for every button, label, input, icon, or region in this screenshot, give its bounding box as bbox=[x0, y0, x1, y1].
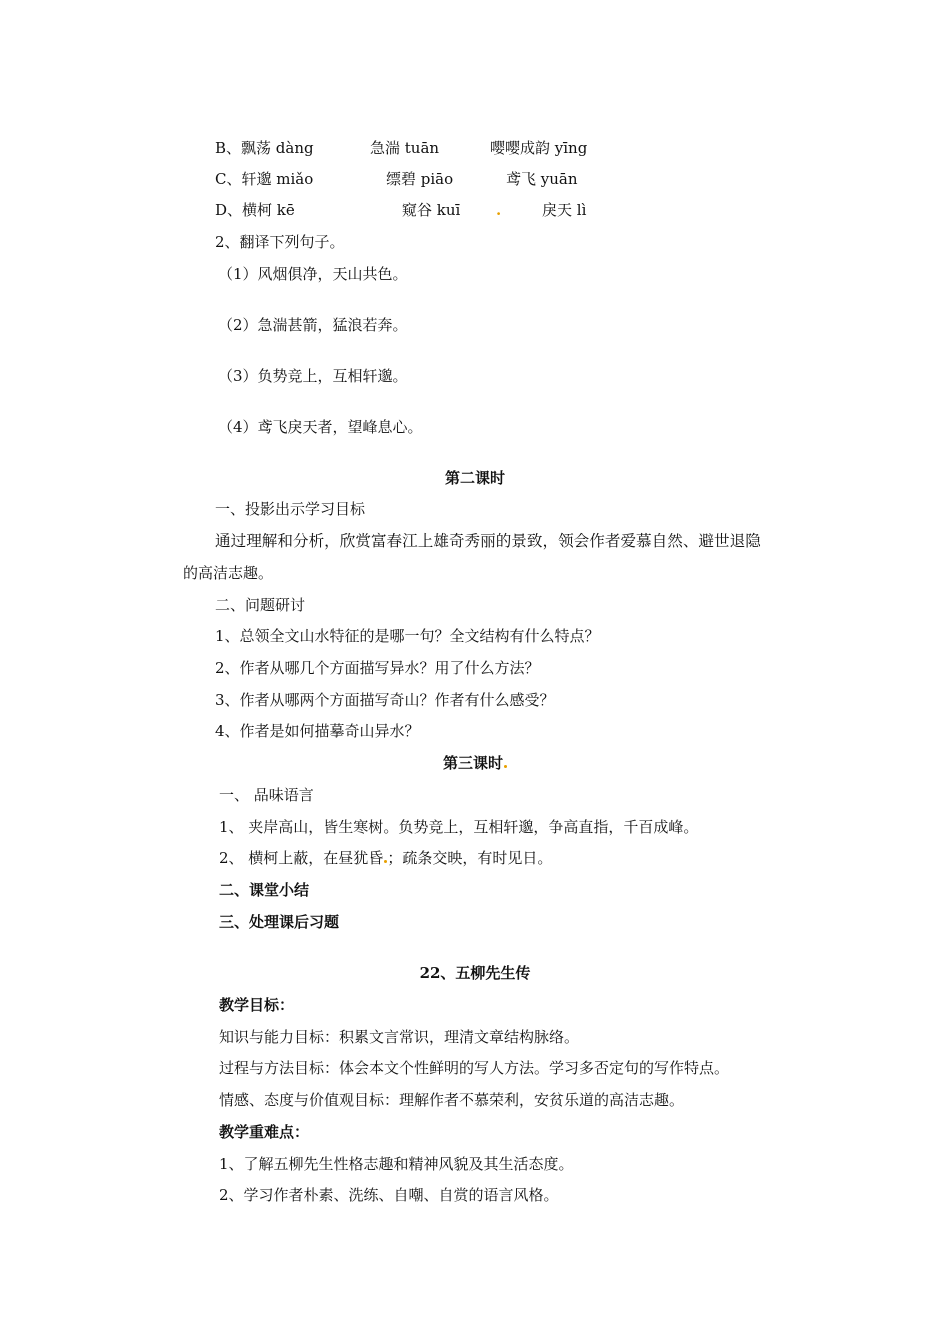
teaching-goal-2: 过程与方法目标：体会本文个性鲜明的写人方法。学习多否定句的写作特点。 bbox=[219, 1059, 730, 1077]
translate-item-3: （3）负势竞上，互相轩邈。 bbox=[218, 367, 408, 385]
language-line-2-part-1: 2、 横柯上蔽，在昼犹昏 bbox=[219, 849, 384, 867]
option-b-item-3: 嘤嘤成韵 yīng bbox=[490, 139, 588, 157]
option-c-item-2: 缥碧 piāo bbox=[386, 170, 454, 188]
option-b-item-2: 急湍 tuān bbox=[370, 139, 440, 157]
discussion-question-1: 1、总领全文山水特征的是哪一句？全文结构有什么特点？ bbox=[215, 627, 600, 645]
language-line-2-part-2: ；疏条交映，有时见日。 bbox=[387, 849, 553, 867]
question-2-title: 2、翻译下列句子。 bbox=[215, 233, 345, 251]
discussion-question-2: 2、作者从哪几个方面描写异水？用了什么方法？ bbox=[215, 659, 540, 677]
lesson-3-heading: 第三课时 bbox=[442, 754, 503, 772]
lesson-2-section-2: 二、问题研讨 bbox=[215, 596, 306, 614]
discussion-question-3: 3、作者从哪两个方面描写奇山？作者有什么感受？ bbox=[215, 691, 555, 709]
lesson-2-goal-line-2: 的高洁志趣。 bbox=[183, 564, 274, 582]
lesson-3-heading-row bbox=[0, 753, 950, 773]
option-d-item-2: 窥谷 kuī bbox=[402, 201, 461, 219]
teaching-goal-1: 知识与能力目标：积累文言常识，理清文章结构脉络。 bbox=[219, 1028, 580, 1046]
lesson-3-section-2: 二、课堂小结 bbox=[219, 881, 310, 899]
translate-item-2: （2）急湍甚箭，猛浪若奔。 bbox=[218, 316, 408, 334]
option-c-item-3: 鸢飞 yuān bbox=[506, 170, 578, 188]
translate-item-4: （4）鸢飞戾天者，望峰息心。 bbox=[218, 418, 423, 436]
option-d-item-1: D、横柯 kē bbox=[215, 201, 295, 219]
key-point-1: 1、了解五柳先生性格志趣和精神风貌及其生活态度。 bbox=[219, 1155, 574, 1173]
option-b-item-1: B、飘荡 dàng bbox=[215, 139, 314, 157]
orange-dot-mark bbox=[504, 765, 507, 768]
key-points-heading: 教学重难点： bbox=[219, 1123, 310, 1141]
option-c-item-1: C、轩邈 miǎo bbox=[215, 170, 314, 188]
teaching-goals-heading: 教学目标： bbox=[219, 996, 295, 1014]
discussion-question-4: 4、作者是如何描摹奇山异水？ bbox=[215, 722, 420, 740]
stray-dot-mark: . bbox=[496, 201, 502, 219]
language-line-2-row bbox=[219, 848, 552, 868]
translate-item-1: （1）风烟俱净，天山共色。 bbox=[218, 265, 408, 283]
chapter-22-title: 22、五柳先生传 bbox=[419, 964, 531, 982]
option-d-item-3: 戾天 lì bbox=[542, 201, 587, 219]
key-point-2: 2、学习作者朴素、洗练、自嘲、自赏的语言风格。 bbox=[219, 1186, 559, 1204]
lesson-2-heading: 第二课时 bbox=[444, 469, 505, 487]
lesson-2-goal-line-1: 通过理解和分析，欣赏富春江上雄奇秀丽的景致，领会作者爱慕自然、避世退隐 bbox=[215, 532, 761, 550]
teaching-goal-3: 情感、态度与价值观目标：理解作者不慕荣利，安贫乐道的高洁志趣。 bbox=[219, 1091, 685, 1109]
lesson-3-section-1: 一、 品味语言 bbox=[219, 786, 314, 804]
lesson-3-section-3: 三、处理课后习题 bbox=[219, 913, 340, 931]
language-line-1: 1、 夹岸高山，皆生寒树。负势竞上，互相轩邈，争高直指，千百成峰。 bbox=[219, 818, 699, 836]
lesson-2-section-1: 一、投影出示学习目标 bbox=[215, 500, 366, 518]
